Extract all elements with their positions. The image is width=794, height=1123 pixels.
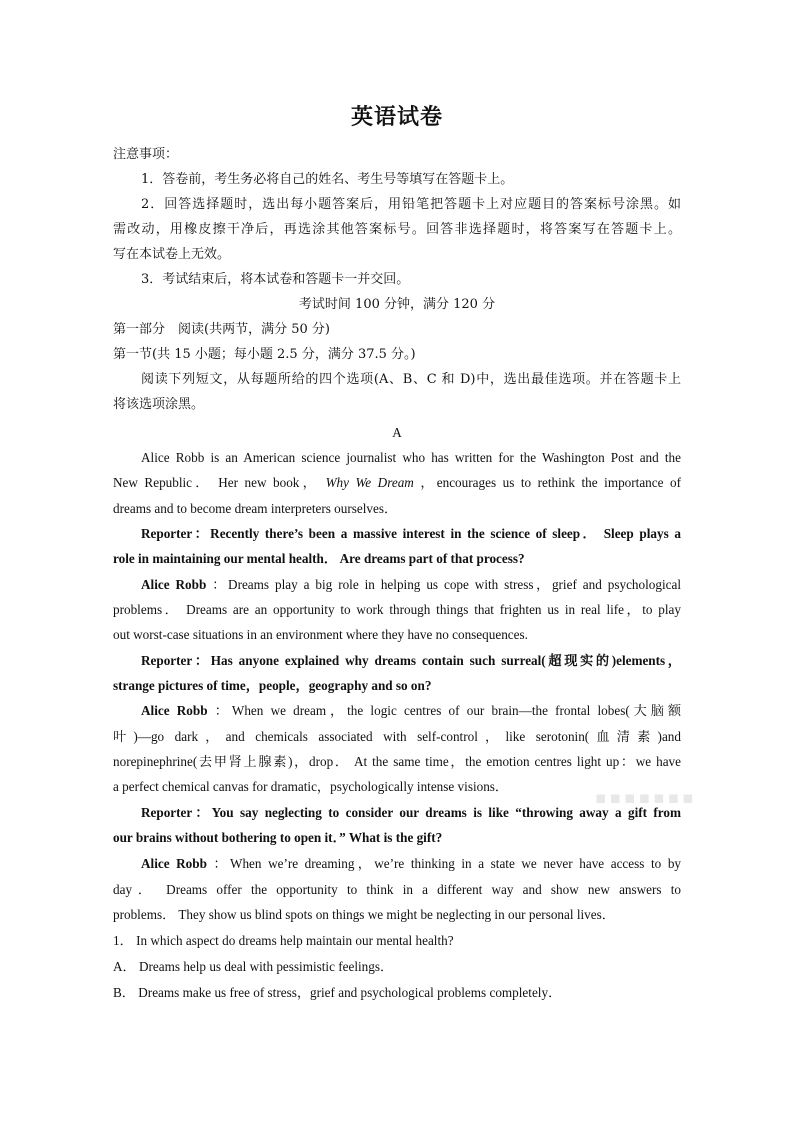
watermark-image: ▪▪▪▪▪▪▪: [595, 788, 697, 808]
answer-2-line-4: a perfect chemical canvas for dramatic，psychologically intense visions．: [113, 779, 509, 794]
notice-item-1: 1．答卷前，考生务必将自己的姓名、考生号等填写在答题卡上。: [141, 172, 514, 187]
reporter-question-3-line-1: Reporter：You say neglecting to consider our dreams is like “throwing away a gift from: [141, 805, 681, 820]
section-heading: 第一节(共 15 小题；每小题 2.5 分，满分 37.5 分。): [113, 347, 416, 362]
answer-3-line-3: problems． They show us blind spots on things we might be neglecting in our personal lives．: [113, 907, 615, 922]
part-heading: 第一部分 阅读(共两节，满分 50 分): [113, 322, 330, 337]
answer-2-text: ：When we dream，the logic centres of our brain—the frontal lobes(大脑额: [214, 703, 682, 718]
answer-2-line-2: 叶)—go dark，and chemicals associated with self-control，like serotonin(血清素)and: [113, 729, 681, 744]
question-1-stem: 1． In which aspect do dreams help maintain our mental health?: [113, 933, 454, 948]
reporter-question-2-line-1: Reporter：Has anyone explained why dreams contain such surreal(超现实的)elements，: [141, 653, 681, 668]
notice-heading: 注意事项：: [113, 147, 179, 162]
reporter-question-1-line-1: Reporter：Recently there’s been a massive interest in the science of sleep． Sleep plays a: [141, 526, 681, 541]
page-title: 英语试卷: [350, 104, 443, 130]
answer-1-line-3: out worst-case situations in an environment where they have no consequences.: [113, 627, 528, 642]
speaker-name: Alice Robb: [141, 577, 207, 592]
intro-line-3: dreams and to become dream interpreters ourselves．: [113, 501, 398, 516]
answer-2-line-3: norepinephrine(去甲肾上腺素)，drop． At the same time，the emotion centres light up：we have: [113, 754, 681, 769]
reporter-question-1-line-2: role in maintaining our mental health． Are dreams part of that process?: [113, 551, 525, 566]
notice-item-2-line-3: 写在本试卷上无效。: [113, 247, 231, 262]
answer-1-line-2: problems． Dreams are an opportunity to work through things that frighten us in real life，to play: [113, 602, 681, 617]
answer-1-line-1: [113, 572, 681, 597]
answer-2-line-1: [113, 698, 681, 723]
notice-item-3: 3．考试结束后，将本试卷和答题卡一并交回。: [141, 272, 410, 287]
instructions-line-1: 阅读下列短文，从每题所给的四个选项(A、B、C 和 D)中，选出最佳选项。并在答题卡上: [141, 372, 681, 387]
passage-label: A: [392, 425, 402, 440]
answer-1-text: ：Dreams play a big role in helping us cope with stress，grief and psychological: [212, 577, 681, 592]
answer-3-text: ：When we’re dreaming，we’re thinking in a state we never have access to by: [213, 856, 682, 871]
intro-line-1: Alice Robb is an American science journalist who has written for the Washington Post and the: [141, 450, 681, 465]
reporter-question-3-line-2: our brains without bothering to open it．” What is the gift?: [113, 830, 443, 845]
intro-text-b: ，encourages us to rethink the importance of: [420, 475, 681, 490]
notice-item-2-line-1: 2．回答选择题时，选出每小题答案后，用铅笔把答题卡上对应题目的答案标号涂黑。如: [141, 197, 681, 212]
speaker-name: Alice Robb: [141, 856, 207, 871]
intro-text-a: New Republic． Her new book，: [113, 475, 320, 490]
answer-3-line-1: [113, 851, 681, 876]
book-title: Why We Dream: [325, 475, 414, 490]
notice-item-2-line-2: 需改动，用橡皮擦干净后，再选涂其他答案标号。回答非选择题时，将答案写在答题卡上。: [113, 222, 681, 237]
question-1-option-a: A． Dreams help us deal with pessimistic feelings．: [113, 959, 394, 974]
intro-line-2: [113, 470, 681, 495]
exam-time: 考试时间 100 分钟，满分 120 分: [298, 297, 496, 312]
answer-3-line-2: day． Dreams offer the opportunity to think in a different way and show new answers to: [113, 882, 681, 897]
speaker-name: Alice Robb: [141, 703, 208, 718]
reporter-question-2-line-2: strange pictures of time，people，geography and so on?: [113, 678, 432, 693]
instructions-line-2: 将该选项涂黑。: [113, 397, 205, 412]
question-1-option-b: B． Dreams make us free of stress，grief and psychological problems completely．: [113, 985, 562, 1000]
